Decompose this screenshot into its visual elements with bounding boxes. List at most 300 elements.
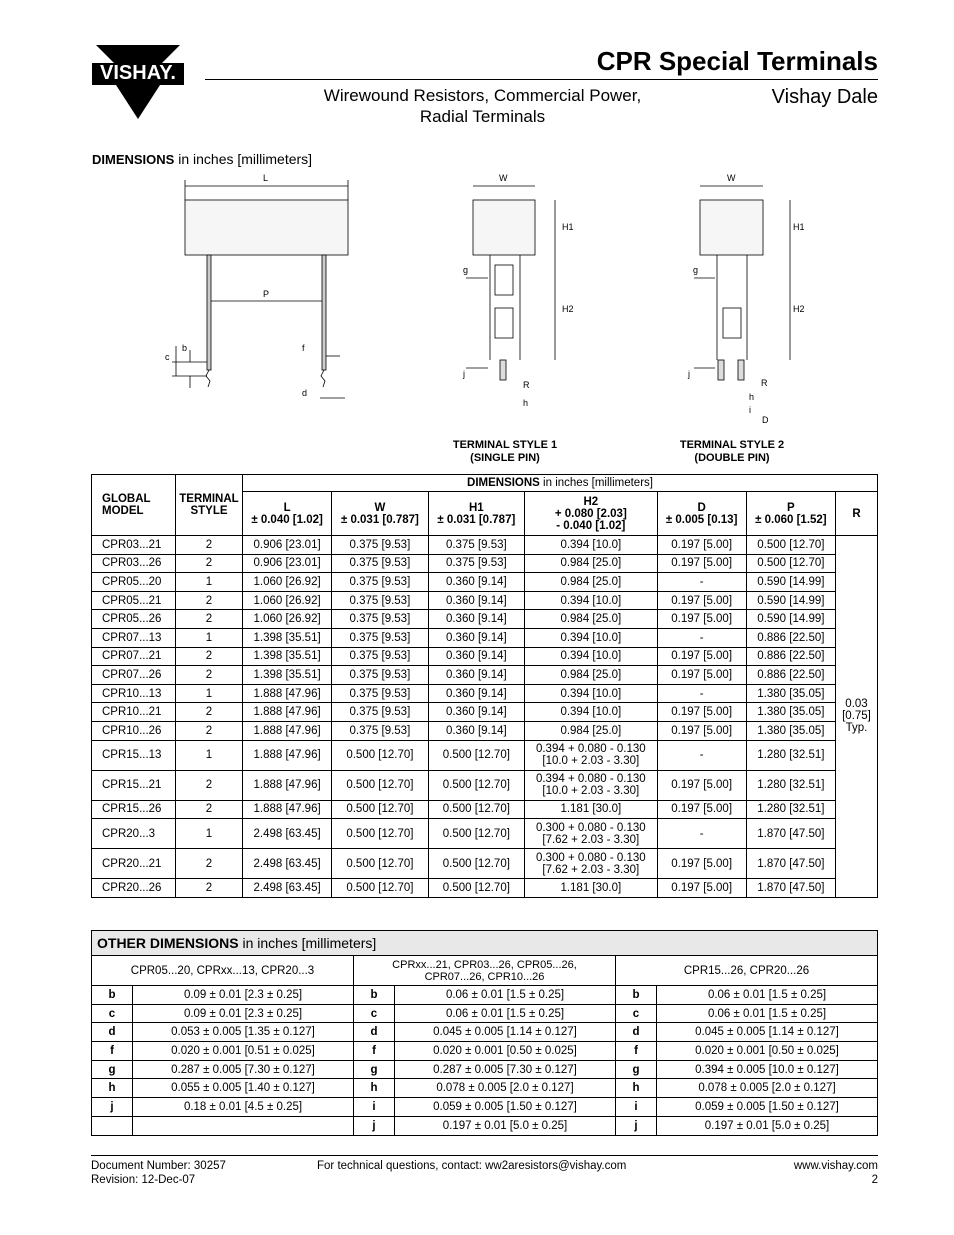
cell-H2-line-2: [7.62 + 2.03 - 3.30] — [542, 863, 640, 876]
label-g-style1: g — [463, 265, 469, 275]
list-item — [92, 1079, 878, 1098]
cell-P: 1.280 [32.51] — [746, 740, 835, 770]
list-item — [92, 1060, 878, 1079]
cell-H2-line-1: 0.984 [25.0] — [560, 668, 622, 681]
cell-H2 — [525, 770, 658, 800]
col-D-label: D — [697, 501, 706, 514]
col-H1-tolerance: ± 0.031 [0.787] — [437, 513, 516, 526]
dimensions-heading — [92, 151, 312, 167]
cell-L: 1.888 [47.96] — [243, 770, 332, 800]
label-H2-style2: H2 — [793, 304, 805, 314]
dimension-value: 0.059 ± 0.005 [1.50 ± 0.127] — [395, 1098, 616, 1117]
cell-D: - — [657, 819, 746, 849]
table-row — [92, 647, 878, 666]
cell-P: 0.500 [12.70] — [746, 536, 835, 555]
terminal-style-1-caption — [430, 439, 580, 465]
cell-D: 0.197 [5.00] — [657, 647, 746, 666]
cell-P: 1.380 [35.05] — [746, 703, 835, 722]
cell-H2 — [525, 610, 658, 629]
footer-right — [794, 1159, 878, 1187]
cell-W: 0.375 [9.53] — [332, 721, 428, 740]
cell-P: 0.886 [22.50] — [746, 647, 835, 666]
cell-W: 0.375 [9.53] — [332, 666, 428, 685]
dimensions-group-bold: DIMENSIONS — [467, 477, 540, 489]
dimensions-table-body — [92, 536, 878, 898]
col-W — [332, 492, 428, 536]
list-item — [92, 1098, 878, 1117]
dimension-value: 0.394 ± 0.005 [10.0 ± 0.127] — [657, 1060, 878, 1079]
cell-model: CPR15...21 — [92, 770, 176, 800]
dimension-key — [92, 1116, 133, 1135]
table-row — [92, 628, 878, 647]
cell-L: 1.888 [47.96] — [243, 703, 332, 722]
cell-style: 2 — [176, 554, 243, 573]
cell-H2-line-1: 0.394 [10.0] — [560, 631, 622, 644]
cell-H2-line-1: 0.984 [25.0] — [560, 575, 622, 588]
cell-H2-line-1: 0.394 + 0.080 - 0.130 — [535, 743, 646, 756]
table-row — [92, 666, 878, 685]
cell-W: 0.375 [9.53] — [332, 591, 428, 610]
cell-model: CPR05...20 — [92, 573, 176, 592]
col-P — [746, 492, 835, 536]
cell-model: CPR07...21 — [92, 647, 176, 666]
cell-H2-line-2: [7.62 + 2.03 - 3.30] — [542, 833, 640, 846]
cell-W: 0.375 [9.53] — [332, 628, 428, 647]
footer-rule — [91, 1155, 878, 1156]
terminal-style-1-title: TERMINAL STYLE 1 — [452, 439, 558, 451]
cell-D: 0.197 [5.00] — [657, 721, 746, 740]
terminal-style-1-diagram — [466, 186, 555, 380]
cell-H2 — [525, 666, 658, 685]
cell-L: 1.398 [35.51] — [243, 628, 332, 647]
cell-R-r-value-3: Typ. — [845, 722, 868, 735]
cell-P: 0.590 [14.99] — [746, 573, 835, 592]
dimension-key: i — [616, 1098, 657, 1117]
dimension-key: g — [616, 1060, 657, 1079]
cell-H1: 0.500 [12.70] — [428, 819, 524, 849]
dimension-value: 0.059 ± 0.005 [1.50 ± 0.127] — [657, 1098, 878, 1117]
cell-P: 0.886 [22.50] — [746, 666, 835, 685]
table-row — [92, 536, 878, 555]
group-2-line-2: CPR07...26, CPR10...26 — [424, 970, 545, 983]
cell-P: 0.500 [12.70] — [746, 554, 835, 573]
dimension-key: h — [354, 1079, 395, 1098]
label-h-style1: h — [523, 398, 529, 408]
dimension-value — [133, 1116, 354, 1135]
dimension-value: 0.055 ± 0.005 [1.40 ± 0.127] — [133, 1079, 354, 1098]
cell-D: 0.197 [5.00] — [657, 591, 746, 610]
cell-H2 — [525, 721, 658, 740]
cell-P: 1.280 [32.51] — [746, 770, 835, 800]
cell-style: 1 — [176, 684, 243, 703]
col-H1-label: H1 — [468, 501, 484, 514]
col-H1 — [428, 492, 524, 536]
cell-H2 — [525, 647, 658, 666]
dimension-value: 0.06 ± 0.01 [1.5 ± 0.25] — [657, 986, 878, 1005]
cell-R — [836, 536, 878, 898]
dimension-key: c — [92, 1004, 133, 1023]
dimension-key: d — [616, 1023, 657, 1042]
cell-H2 — [525, 536, 658, 555]
cell-R-r-value-2: [0.75] — [842, 710, 871, 723]
cell-model: CPR15...13 — [92, 740, 176, 770]
contact-email-link[interactable]: ww2aresistors@vishay.com — [485, 1160, 627, 1172]
col-L-tolerance: ± 0.040 [1.02] — [251, 513, 323, 526]
page-title: CPR Special Terminals — [596, 46, 878, 76]
col-dimensions-group — [243, 475, 878, 492]
cell-H2 — [525, 740, 658, 770]
cell-W: 0.375 [9.53] — [332, 684, 428, 703]
dimension-key: c — [354, 1004, 395, 1023]
cell-D: 0.197 [5.00] — [657, 879, 746, 898]
brand-name: Vishay Dale — [771, 86, 878, 108]
cell-model: CPR20...26 — [92, 879, 176, 898]
cell-P: 1.870 [47.50] — [746, 849, 835, 879]
cell-model: CPR05...26 — [92, 610, 176, 629]
cell-style: 1 — [176, 573, 243, 592]
dimension-value: 0.09 ± 0.01 [2.3 ± 0.25] — [133, 986, 354, 1005]
label-P: P — [263, 289, 270, 299]
cell-W: 0.500 [12.70] — [332, 800, 428, 819]
cell-H1: 0.360 [9.14] — [428, 647, 524, 666]
dimensions-heading-rest: in inches [millimeters] — [174, 151, 313, 167]
cell-L: 1.888 [47.96] — [243, 684, 332, 703]
cell-H2 — [525, 703, 658, 722]
cell-D: - — [657, 573, 746, 592]
cell-D: 0.197 [5.00] — [657, 554, 746, 573]
cell-model: CPR03...26 — [92, 554, 176, 573]
table-row — [92, 770, 878, 800]
dimension-key: j — [354, 1116, 395, 1135]
cell-D: 0.197 [5.00] — [657, 536, 746, 555]
cell-H1: 0.500 [12.70] — [428, 740, 524, 770]
cell-H2-line-1: 0.984 [25.0] — [560, 724, 622, 737]
col-D-tolerance: ± 0.005 [0.13] — [665, 513, 738, 526]
col-P-label: P — [787, 501, 795, 514]
label-h-style2: h — [749, 392, 755, 402]
cell-R-r-value-1: 0.03 — [845, 698, 868, 711]
cell-D: 0.197 [5.00] — [657, 800, 746, 819]
cell-W: 0.500 [12.70] — [332, 770, 428, 800]
table-row — [92, 684, 878, 703]
col-global-model: GLOBAL MODEL — [92, 475, 176, 536]
cell-style: 2 — [176, 770, 243, 800]
cell-L: 1.888 [47.96] — [243, 721, 332, 740]
cell-W: 0.500 [12.70] — [332, 879, 428, 898]
cell-H1: 0.360 [9.14] — [428, 591, 524, 610]
website: www.vishay.com — [793, 1160, 878, 1172]
dimension-value: 0.078 ± 0.005 [2.0 ± 0.127] — [657, 1079, 878, 1098]
document-number: Document Number: 30257 — [91, 1160, 226, 1172]
dimension-key: f — [92, 1042, 133, 1061]
dimension-key: b — [92, 986, 133, 1005]
cell-H2-line-1: 1.181 [30.0] — [560, 881, 622, 894]
label-H2-style1: H2 — [562, 304, 574, 314]
cell-H2 — [525, 800, 658, 819]
list-item — [92, 1042, 878, 1061]
cell-H2 — [525, 684, 658, 703]
cell-H2-line-1: 1.181 [30.0] — [560, 803, 622, 816]
table-row — [92, 554, 878, 573]
cell-style: 1 — [176, 740, 243, 770]
cell-W: 0.375 [9.53] — [332, 703, 428, 722]
cell-H1: 0.360 [9.14] — [428, 721, 524, 740]
cell-H1: 0.500 [12.70] — [428, 879, 524, 898]
cell-W: 0.375 [9.53] — [332, 647, 428, 666]
cell-D: 0.197 [5.00] — [657, 610, 746, 629]
page-number: 2 — [871, 1174, 878, 1186]
cell-P: 1.380 [35.05] — [746, 721, 835, 740]
label-j-style2: j — [688, 369, 690, 379]
dimension-value: 0.045 ± 0.005 [1.14 ± 0.127] — [395, 1023, 616, 1042]
col-W-label: W — [374, 501, 386, 514]
group-2-header — [354, 956, 616, 986]
cell-H1: 0.375 [9.53] — [428, 554, 524, 573]
label-j-style1: j — [463, 369, 465, 379]
label-H1-style1: H1 — [562, 222, 574, 232]
dimension-value: 0.053 ± 0.005 [1.35 ± 0.127] — [133, 1023, 354, 1042]
dimensions-group-rest: in inches [millimeters] — [539, 477, 653, 489]
label-g-style2: g — [693, 265, 699, 275]
cell-L: 1.398 [35.51] — [243, 666, 332, 685]
cell-style: 2 — [176, 721, 243, 740]
cell-style: 1 — [176, 819, 243, 849]
dimensions-heading-bold: DIMENSIONS — [92, 152, 175, 167]
cell-model: CPR03...21 — [92, 536, 176, 555]
label-L: L — [263, 173, 269, 183]
cell-style: 2 — [176, 666, 243, 685]
cell-style: 2 — [176, 591, 243, 610]
dimension-key: f — [354, 1042, 395, 1061]
list-item — [92, 986, 878, 1005]
cell-style: 2 — [176, 879, 243, 898]
cell-L: 2.498 [63.45] — [243, 849, 332, 879]
dimension-key: d — [354, 1023, 395, 1042]
col-H2-tolerance-plus: + 0.080 [2.03] — [554, 507, 627, 520]
cell-L: 2.498 [63.45] — [243, 879, 332, 898]
revision: Revision: 12-Dec-07 — [91, 1174, 196, 1186]
cell-W: 0.375 [9.53] — [332, 554, 428, 573]
list-item — [92, 1004, 878, 1023]
cell-model: CPR10...26 — [92, 721, 176, 740]
cell-D: 0.197 [5.00] — [657, 849, 746, 879]
terminal-style-2-diagram — [694, 186, 790, 380]
cell-style: 2 — [176, 703, 243, 722]
cell-L: 1.398 [35.51] — [243, 647, 332, 666]
cell-H2-line-1: 0.394 [10.0] — [560, 706, 622, 719]
col-L — [243, 492, 332, 536]
terminal-style-2-title: TERMINAL STYLE 2 — [679, 439, 785, 451]
cell-H2 — [525, 628, 658, 647]
cell-W: 0.375 [9.53] — [332, 610, 428, 629]
other-dimensions-heading — [92, 931, 878, 956]
table-row — [92, 879, 878, 898]
table-row — [92, 591, 878, 610]
cell-H1: 0.360 [9.14] — [428, 573, 524, 592]
cell-H1: 0.360 [9.14] — [428, 628, 524, 647]
cell-W: 0.375 [9.53] — [332, 536, 428, 555]
cell-P: 1.280 [32.51] — [746, 800, 835, 819]
cell-H2-line-1: 0.300 + 0.080 - 0.130 — [535, 821, 646, 834]
cell-H1: 0.360 [9.14] — [428, 610, 524, 629]
table-row — [92, 849, 878, 879]
dimension-key: h — [616, 1079, 657, 1098]
footer-left — [91, 1159, 226, 1187]
dimension-value: 0.06 ± 0.01 [1.5 ± 0.25] — [657, 1004, 878, 1023]
other-dimensions-table — [91, 930, 878, 1136]
terminal-style-1-subtitle: (SINGLE PIN) — [470, 452, 540, 464]
dimension-value: 0.287 ± 0.005 [7.30 ± 0.127] — [133, 1060, 354, 1079]
cell-H2 — [525, 849, 658, 879]
group-3-header: CPR15...26, CPR20...26 — [616, 956, 878, 986]
terminal-style-2-caption — [657, 439, 807, 465]
dimension-value: 0.197 ± 0.01 [5.0 ± 0.25] — [395, 1116, 616, 1135]
cell-L: 1.060 [26.92] — [243, 591, 332, 610]
cell-H2-line-1: 0.394 [10.0] — [560, 650, 622, 663]
cell-H1: 0.500 [12.70] — [428, 770, 524, 800]
cell-L: 1.060 [26.92] — [243, 573, 332, 592]
dimension-value: 0.020 ± 0.001 [0.51 ± 0.025] — [133, 1042, 354, 1061]
cell-H2-line-1: 0.394 + 0.080 - 0.130 — [535, 773, 646, 786]
dimension-key: d — [92, 1023, 133, 1042]
cell-P: 1.870 [47.50] — [746, 819, 835, 849]
dimension-value: 0.045 ± 0.005 [1.14 ± 0.127] — [657, 1023, 878, 1042]
cell-W: 0.500 [12.70] — [332, 819, 428, 849]
label-D-style2: D — [762, 415, 769, 425]
cell-H2 — [525, 591, 658, 610]
label-W-style2: W — [727, 173, 736, 183]
dimension-key: i — [354, 1098, 395, 1117]
subtitle-line-2: Radial Terminals — [419, 107, 546, 126]
cell-D: - — [657, 628, 746, 647]
cell-P: 1.380 [35.05] — [746, 684, 835, 703]
cell-W: 0.500 [12.70] — [332, 740, 428, 770]
cell-model: CPR20...3 — [92, 819, 176, 849]
col-W-tolerance: ± 0.031 [0.787] — [340, 513, 419, 526]
label-H1-style2: H1 — [793, 222, 805, 232]
terminal-style-2-subtitle: (DOUBLE PIN) — [694, 452, 770, 464]
title-rule — [205, 79, 878, 80]
dimension-value: 0.287 ± 0.005 [7.30 ± 0.127] — [395, 1060, 616, 1079]
cell-D: 0.197 [5.00] — [657, 703, 746, 722]
label-i-style2: i — [749, 405, 751, 415]
label-b: b — [182, 343, 188, 353]
label-c: c — [165, 352, 170, 362]
cell-P: 0.590 [14.99] — [746, 610, 835, 629]
col-R: R — [836, 492, 878, 536]
col-P-tolerance: ± 0.060 [1.52] — [755, 513, 827, 526]
cell-H2-line-1: 0.394 [10.0] — [560, 538, 622, 551]
cell-D: - — [657, 740, 746, 770]
dimension-value: 0.197 ± 0.01 [5.0 ± 0.25] — [657, 1116, 878, 1135]
logo-text: VISHAY. — [100, 62, 176, 84]
list-item — [92, 1116, 878, 1135]
dimension-key: j — [616, 1116, 657, 1135]
col-H2-label: H2 — [583, 495, 599, 508]
label-R-style2: R — [761, 378, 768, 388]
contact-text: For technical questions, contact: — [317, 1160, 486, 1172]
dimension-value: 0.06 ± 0.01 [1.5 ± 0.25] — [395, 986, 616, 1005]
cell-H2 — [525, 554, 658, 573]
cell-model: CPR07...13 — [92, 628, 176, 647]
table-row — [92, 610, 878, 629]
cell-L: 1.888 [47.96] — [243, 800, 332, 819]
cell-model: CPR10...21 — [92, 703, 176, 722]
dimension-key: c — [616, 1004, 657, 1023]
table-row — [92, 740, 878, 770]
cell-H2-line-1: 0.984 [25.0] — [560, 557, 622, 570]
group-1-header: CPR05...20, CPRxx...13, CPR20...3 — [92, 956, 354, 986]
cell-L: 2.498 [63.45] — [243, 819, 332, 849]
dimension-key: g — [92, 1060, 133, 1079]
cell-L: 1.888 [47.96] — [243, 740, 332, 770]
cell-style: 2 — [176, 610, 243, 629]
cell-model: CPR05...21 — [92, 591, 176, 610]
cell-D: - — [657, 684, 746, 703]
cell-model: CPR10...13 — [92, 684, 176, 703]
cell-D: 0.197 [5.00] — [657, 666, 746, 685]
dimensions-table — [91, 474, 878, 898]
cell-P: 1.870 [47.50] — [746, 879, 835, 898]
col-L-label: L — [283, 501, 291, 514]
cell-H1: 0.360 [9.14] — [428, 703, 524, 722]
cell-H1: 0.500 [12.70] — [428, 800, 524, 819]
table-row — [92, 721, 878, 740]
col-H2-tolerance-minus: - 0.040 [1.02] — [556, 519, 626, 532]
dimension-key: g — [354, 1060, 395, 1079]
cell-H2 — [525, 819, 658, 849]
cell-D: 0.197 [5.00] — [657, 770, 746, 800]
other-dimensions-bold: OTHER DIMENSIONS — [97, 935, 239, 951]
cell-H1: 0.360 [9.14] — [428, 666, 524, 685]
dimension-value: 0.020 ± 0.001 [0.50 ± 0.025] — [657, 1042, 878, 1061]
col-D — [657, 492, 746, 536]
table-row — [92, 703, 878, 722]
label-R-style1: R — [523, 380, 530, 390]
cell-style: 2 — [176, 849, 243, 879]
cell-W: 0.375 [9.53] — [332, 573, 428, 592]
cell-model: CPR15...26 — [92, 800, 176, 819]
col-H2 — [525, 492, 658, 536]
dimension-key: j — [92, 1098, 133, 1117]
cell-P: 0.886 [22.50] — [746, 628, 835, 647]
table-row — [92, 819, 878, 849]
side-view-diagram — [172, 180, 348, 398]
other-dimensions-body — [92, 986, 878, 1136]
cell-H2-line-1: 0.300 + 0.080 - 0.130 — [535, 851, 646, 864]
cell-style: 2 — [176, 800, 243, 819]
cell-H1: 0.375 [9.53] — [428, 536, 524, 555]
cell-H1: 0.360 [9.14] — [428, 684, 524, 703]
cell-H1: 0.500 [12.70] — [428, 849, 524, 879]
cell-style: 2 — [176, 647, 243, 666]
cell-H2-line-2: [10.0 + 2.03 - 3.30] — [542, 785, 640, 798]
cell-H2 — [525, 573, 658, 592]
dimension-key: b — [616, 986, 657, 1005]
cell-style: 1 — [176, 628, 243, 647]
dimension-value: 0.06 ± 0.01 [1.5 ± 0.25] — [395, 1004, 616, 1023]
dimension-key: b — [354, 986, 395, 1005]
cell-H2-line-1: 0.394 [10.0] — [560, 687, 622, 700]
group-2-line-1: CPRxx...21, CPR03...26, CPR05...26, — [392, 958, 577, 971]
table-row — [92, 573, 878, 592]
cell-L: 0.906 [23.01] — [243, 554, 332, 573]
dimension-value: 0.020 ± 0.001 [0.50 ± 0.025] — [395, 1042, 616, 1061]
label-W-style1: W — [499, 173, 508, 183]
cell-H2-line-2: [10.0 + 2.03 - 3.30] — [542, 755, 640, 768]
dimension-diagrams — [150, 170, 850, 435]
label-d: d — [302, 388, 308, 398]
